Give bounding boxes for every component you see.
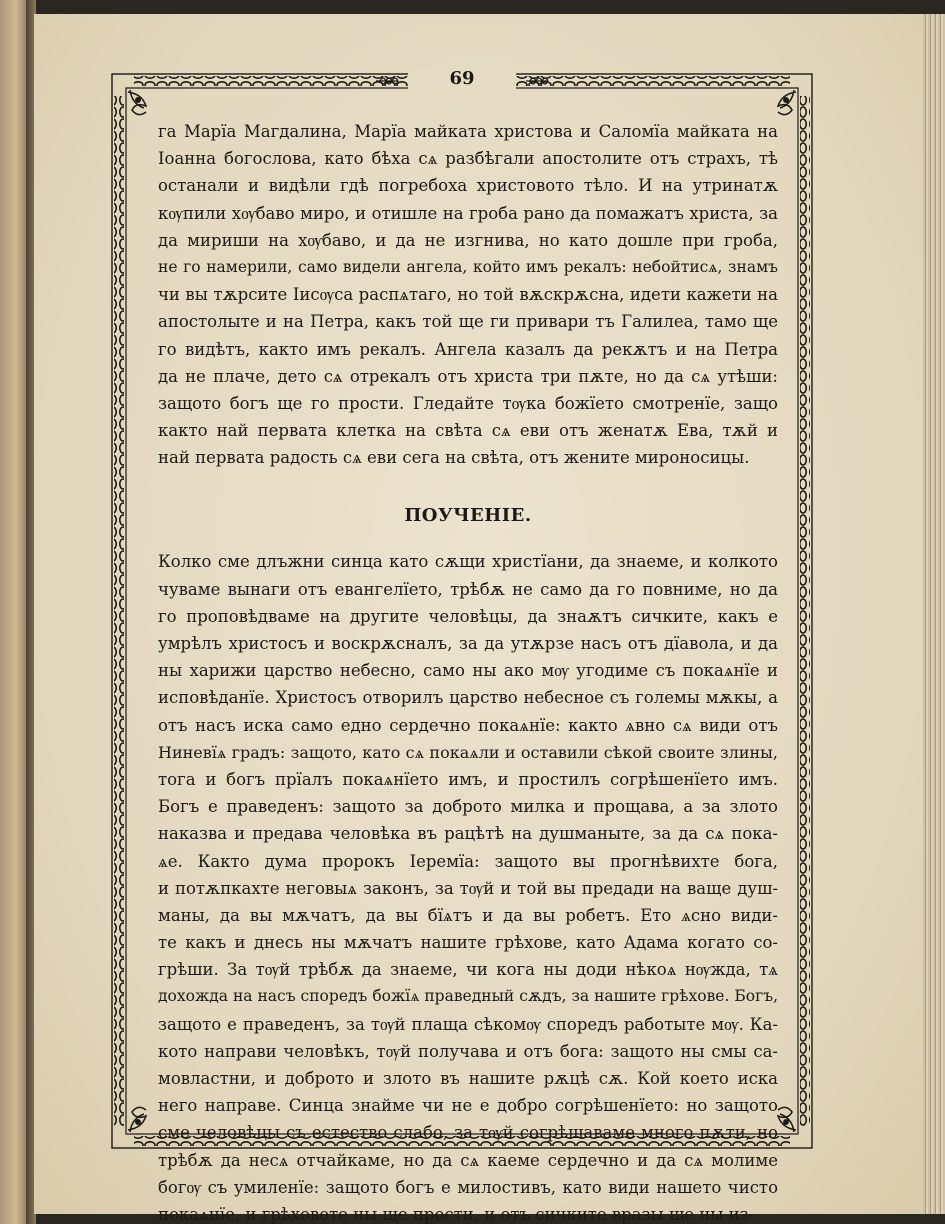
text-line: грѣши. За тѹй трѣбѫ да знаеме, чи кога ны доди нѣкоѧ нѹжда, тѧ — [158, 960, 778, 980]
text-line: кото направи человѣкъ, тѹй получава и отъ бога: защото ны смы са- — [158, 1041, 778, 1061]
text-line: Ниневїѧ градъ: защото, като сѧ покаѧли и оставили сѣкой своите злины, — [158, 742, 778, 762]
text-line: защото е праведенъ, за тѹй плаща сѣкомѹ споредъ работыте мѹ. Ка- — [158, 1014, 778, 1034]
text-line: чи вы тѫрсите Іисѹса распѧтаго, но той вѫскрѫсна, идети кажети на — [158, 285, 778, 305]
page-stack-edge — [923, 14, 945, 1214]
corner-ornament-bottom-right — [778, 1107, 796, 1132]
text-line: кѹпили хѹбаво миро, и отишле на гроба рано да помажатъ христа, за — [158, 203, 778, 223]
text-line: както най первата клетка на свѣта сѧ еви отъ женатѫ Ева, тѫй и — [158, 421, 778, 441]
text-line: го проповѣдваме на другите человѣцы, да знаѫтъ сичките, какъ е — [158, 606, 778, 626]
text-line: апостолыте и на Петра, какъ той ще ги привари тъ Галилеа, тамо ще — [158, 312, 778, 332]
left-chain-border — [114, 96, 124, 1126]
text-line: богѹ съ умиленїе: защото богъ е милостивъ, като види нашето чисто — [158, 1177, 778, 1197]
text-line: го видѣтъ, както имъ рекалъ. Ангела казалъ да рекѫтъ и на Петра — [158, 339, 778, 359]
text-line: ны харижи царство небесно, само ны ако мѹ угодиме съ покаѧнїе и — [158, 661, 778, 681]
text-line: да мириши на хѹбаво, и да не изгнива, но като дошле при гроба, — [158, 230, 778, 250]
text-line: наказва и предава человѣка въ рацѣтѣ на душманыте, за да сѧ пока- — [158, 824, 778, 844]
right-chain-border — [800, 96, 810, 1126]
page-text — [158, 118, 778, 1224]
text-line: да не плаче, дето сѧ отрекалъ отъ христа три пѫте, но да сѧ утѣши: — [158, 366, 778, 386]
text-line: него направе. Синца знайме чи не е добро согрѣшенїето: но защото — [158, 1096, 778, 1116]
text-line: и потѫпкахте неговыѧ законъ, за тѹй и той вы предади на ваще душ- — [158, 878, 778, 898]
text-line: те какъ и днесь ны мѫчатъ нашите грѣхове, като Адама когато со- — [158, 933, 778, 953]
previous-page-edge — [0, 0, 26, 1224]
text-line: Богъ е праведенъ: защото за доброто милка и прощава, а за злото — [158, 797, 778, 817]
text-line: отъ насъ иска само едно сердечно покаѧнїе: както ѧвно сѧ види отъ — [158, 715, 778, 735]
text-line: защото богъ ще го прости. Гледайте тѹка божїето смотренїе, защо — [158, 393, 778, 413]
text-line: останали и видѣли гдѣ погребоха христовото тѣло. И на утринатѫ — [158, 176, 778, 196]
text-line: умрѣлъ христосъ и воскрѫсналъ, за да утѫрзе насъ отъ дїавола, и да — [158, 634, 778, 653]
narrative-paragraph — [158, 118, 778, 471]
text-line: Іоанна богослова, като бѣха сѧ разбѣгали апостолите отъ страхъ, тѣ — [158, 149, 778, 169]
text-line: маны, да вы мѫчатъ, да вы бїѧтъ и да вы робетъ. Ето ѧсно види- — [158, 905, 778, 925]
ornamental-frame — [108, 68, 816, 1224]
text-line: най первата радость сѧ еви сега на свѣта, отъ жените мироносицы. — [158, 448, 750, 468]
text-line: не го намерили, само видели ангела, който имъ рекалъ: небойтисѧ, знамъ — [158, 257, 778, 276]
text-line: чуваме вынаги отъ евангелїето, трѣбѫ не само да го повниме, но да — [158, 579, 778, 599]
corner-ornament-bottom-left — [128, 1107, 146, 1132]
text-line: дохожда на насъ споредъ божїѧ праведный сѫдъ, за нашите грѣхове. Богъ, — [158, 987, 778, 1006]
page-number: 69 — [408, 70, 516, 90]
text-line: га Марїа Магдалина, Марїа майката христова и Саломїа майката на — [158, 122, 778, 141]
corner-ornament-top-right — [778, 90, 796, 115]
homily-paragraph — [158, 548, 778, 1224]
section-heading: ПОУЧЕНІЕ. — [404, 505, 532, 527]
text-line: ѧе. Както дума пророкъ Іеремїа: защото вы прогнѣвихте бога, — [158, 851, 778, 871]
text-line: тога и богъ прїалъ покаѧнїето имъ, и простилъ согрѣшенїето имъ. — [158, 769, 778, 789]
text-line: покаѧнїе, и грѣховете ны ще прости, и отъ сичките вразы ще ны из- — [158, 1204, 755, 1224]
text-line: сме человѣцы съ естество слабо, за тѹй согрѣшаваме много пѫти, но — [158, 1123, 778, 1143]
text-line: трѣбѫ да несѧ отчайкаме, но да сѧ каеме сердечно и да сѧ молиме — [158, 1150, 778, 1170]
corner-ornament-top-left — [128, 90, 146, 115]
text-line: исповѣданїе. Христосъ отворилъ царство небесное съ големы мѫкы, а — [158, 688, 778, 708]
text-line: Колко сме длъжни синца като сѫщи христїани, да знаеме, и колкото — [158, 552, 778, 572]
text-line: мовластни, и доброто и злото въ нашите рѫцѣ сѫ. Кой което иска — [158, 1069, 778, 1088]
